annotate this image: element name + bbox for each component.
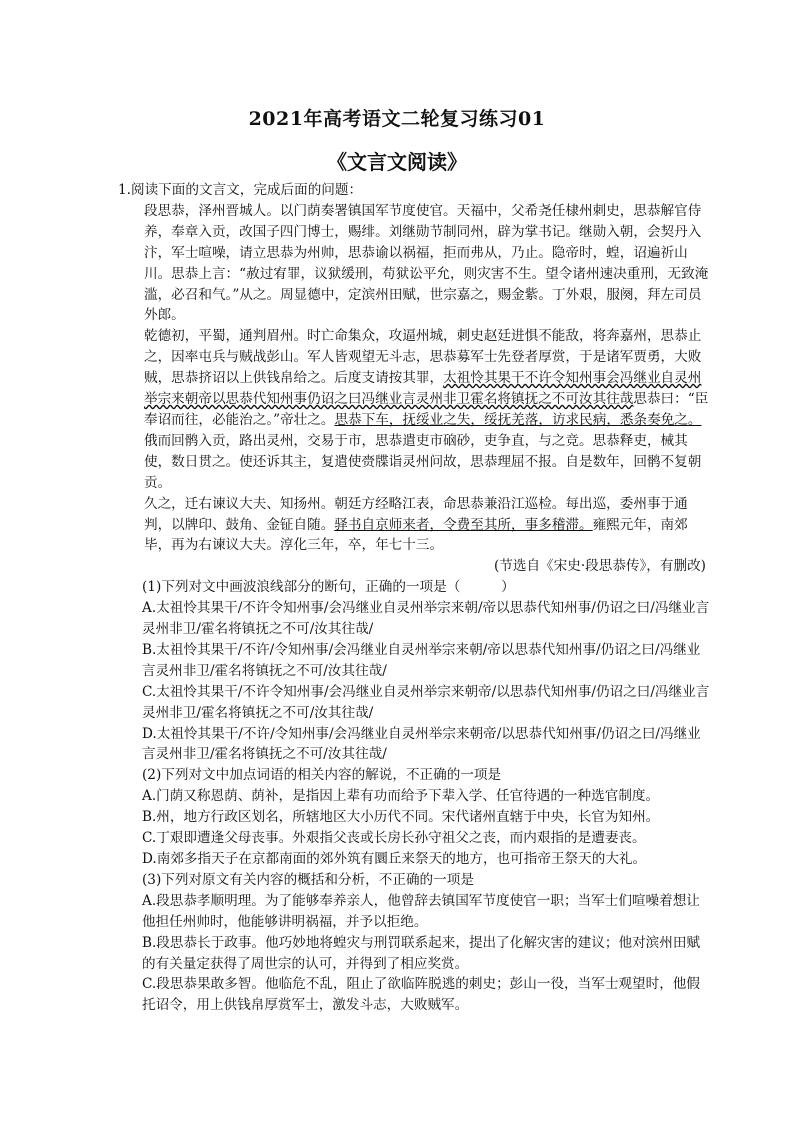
- q1-option-d: D.太祖怜其果干/不许/令知州事/会冯继业自灵州举宗来朝帝/以思恭代知州事/仍诏之曰/冯继业言灵州非卫/霍名将镇抚之不可/汝其往哉/: [142, 725, 701, 763]
- q2-stem: (2)下列对文中加点词语的相关内容的解说，不正确的一项是: [142, 767, 502, 784]
- p3-text-a: 久之，迁右谏议大夫、知扬州。朝廷方经略江表，命思恭兼沿江巡检。每出巡，委州事于通判，以牌印、鼓角、金钲自随。: [144, 495, 688, 533]
- p2-text-c: 俄而回鹘入贡，路出灵州，交易于市，思恭遣吏市硇砂，吏争直，与之竞。思恭释吏，械其使，数日贯之。使还诉其主，复遣使赍牒诣灵州问故，思恭理屈不报。自是数年，回鹘不复朝贡。: [144, 432, 702, 491]
- page-title: 2021年高考语文二轮复习练习01: [248, 108, 546, 130]
- page-subtitle: 《文言文阅读》: [327, 150, 467, 174]
- p2-wavy-underline: 太祖怜其果干不许令知州事会冯继业自灵州举宗来朝帝以思恭代知州事仍诏之曰冯继业言灵州非卫霍名将镇抚之不可汝其往哉: [144, 370, 702, 408]
- q3-option-a: A.段思恭孝顺明理。为了能够奉养亲人，他曾辞去镇国军节度使官一职；当军士们喧噪着想让他担任州帅时，他能够讲明祸福，并予以拒绝。: [142, 892, 700, 930]
- q2-option-a: A.门荫又称恩荫、荫补，是指因上辈有功而给予下辈入学、任官待遇的一种选官制度。: [142, 788, 660, 805]
- q3-option-b: B.段思恭长于政事。他巧妙地将蝗灾与刑罚联系起来，提出了化解灾害的建议；他对滨州田赋的有关量定获得了周世宗的认可，并得到了相应奖赏。: [142, 934, 701, 972]
- q1-option-b: B.太祖怜其果干/不许/令知州事/会冯继业自灵州举宗来朝/帝以思恭代知州事/仍诏之曰/冯继业言灵州非卫/霍名将镇抚之不可/汝其往哉/: [142, 641, 701, 679]
- p2-text-a: 乾德初，平蜀，通判眉州。时亡命集众，攻逼州城，刺史赵廷进惧不能敌，将奔嘉州，思恭止之，因率屯兵与贼战彭山。军人皆观望无斗志，思恭募军士先登者厚赏，于是诸军贾勇，大败贼，思恭挤诏以上供钱帛给之。后度支请按其罪，: [144, 328, 702, 387]
- subquestion-1: [118, 577, 710, 765]
- q2-option-b: B.州，地方行政区划名，所辖地区大小历代不同。宋代诸州直辖于中央，长官为知州。: [142, 809, 660, 826]
- passage-paragraph-1: 段思恭，泽州晋城人。以门荫奏署镇国军节度使官。天福中，父希尧任棣州刺史，思恭解官侍养，奉章入贡，改国子四门博士，赐绯。刘继勋节制同州，辟为掌书记。继勋入朝，会契丹入汴，军士喧噪，请立思恭为州帅，思恭谕以祸福，拒而弗从，乃止。隐帝时，蝗，诏遍祈山川。思恭上言：“赦过宥罪，议狱缓刑，苟狱讼平允，则灾害不生。望令诸州速决重刑，无致淹滥，必召和气。”从之。周显德中，定滨州田赋，世宗嘉之，赐金紫。丁外艰，服阕，拜左司员外郎。: [144, 202, 709, 324]
- q1-option-a: A.太祖怜其果干/不许令知州事/会冯继业自灵州举宗来朝/帝以思恭代知州事/仍诏之曰/冯继业言灵州非卫/霍名将镇抚之不可/汝其往哉/: [142, 600, 710, 638]
- p3-underline: 驿书自京师来者，令费至其所，事多稽滞。: [334, 516, 593, 533]
- q2-option-d: D.南郊多指天子在京都南面的郊外筑有圜丘来祭天的地方，也可指帝王祭天的大礼。: [142, 851, 647, 867]
- passage-paragraph-2: [144, 326, 710, 493]
- p3-text-b: 雍熙元年，南郊毕，再为右谏议大夫。淳化三年，卒，年七十三。: [144, 516, 688, 554]
- p2-text-b: 思恭曰：“臣奉诏而往，必能治之。”帝壮之。: [144, 391, 709, 428]
- subquestion-3: [118, 870, 710, 1016]
- content: [118, 180, 710, 1016]
- question-intro: 1.阅读下面的文言文，完成后面的问题：: [118, 182, 363, 198]
- q3-option-c: C.段思恭果敢多智。他临危不乱，阻止了欲临阵脱逃的刺史；彭山一役，当军士观望时，他假托诏令，用上供钱帛厚赏军士，激发斗志，大败贼军。: [142, 976, 700, 1014]
- q1-option-c: C.太祖怜其果干/不许令知州事/会冯继业自灵州举宗来朝帝/以思恭代知州事/仍诏之曰/冯继业言灵州非卫/霍名将镇抚之不可/汝其往哉/: [142, 683, 710, 721]
- q1-stem: (1)下列对文中画波浪线部分的断句，正确的一项是（ ）: [142, 579, 515, 596]
- q2-option-c: C.丁艰即遭逢父母丧事。外艰指父丧或长房长孙守祖父之丧，而内艰指的是遭妻丧。: [142, 830, 646, 847]
- passage-paragraph-3: [144, 494, 710, 557]
- passage: [118, 201, 710, 577]
- subquestion-2: [118, 765, 710, 870]
- passage-source: (节选自《宋史·段思恭传》，有删改): [493, 558, 706, 575]
- p2-underline: 思恭下车，抚绥业之失，绥抚羌落，访求民病，悉条奏免之。: [334, 411, 702, 428]
- q3-stem: (3)下列对原文有关内容的概括和分析，不正确的一项是: [142, 871, 474, 888]
